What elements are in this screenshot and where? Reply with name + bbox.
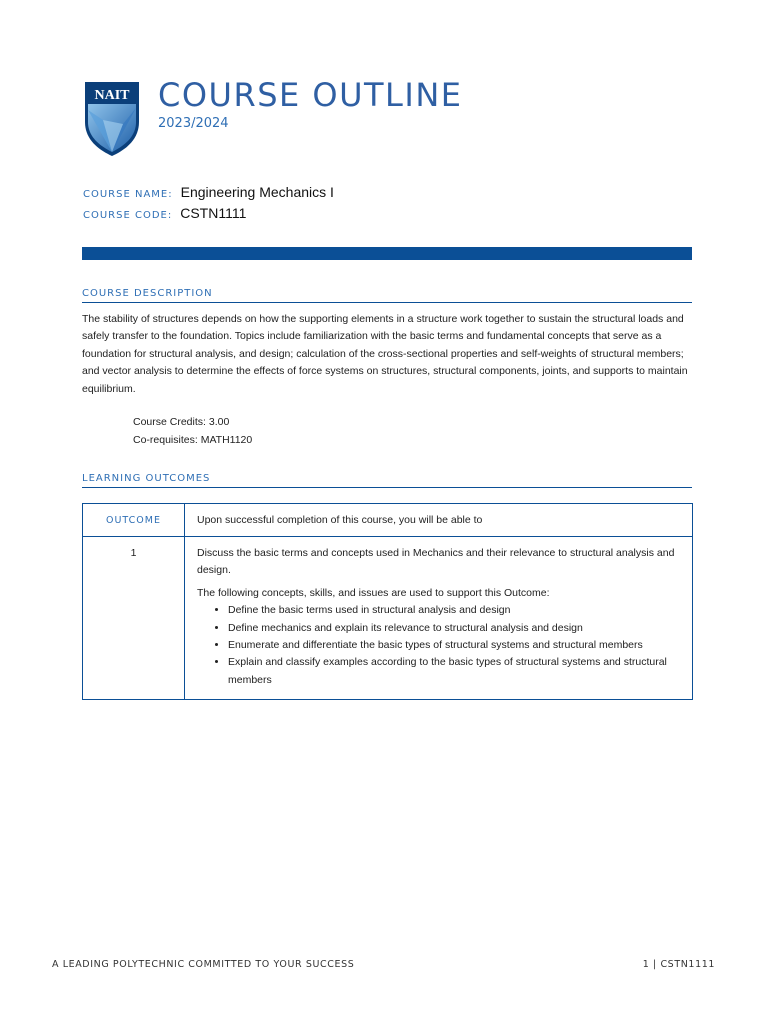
outcomes-table xyxy=(82,503,693,700)
outcome-text: Discuss the basic terms and concepts used in Mechanics and their relevance to structural analysis and design. xyxy=(197,547,675,577)
list-item: • Enumerate and differentiate the basic types of structural systems and structural members xyxy=(228,637,680,654)
course-code-label: COURSE CODE: xyxy=(83,210,173,221)
list-item: • Define mechanics and explain its relevance to structural analysis and design xyxy=(228,620,680,637)
footer-page-number: 1 | CSTN1111 xyxy=(642,959,715,970)
co-requisites: Co-requisites: MATH1120 xyxy=(133,434,253,446)
nait-logo xyxy=(83,80,141,158)
course-description-text: The stability of structures depends on how the supporting elements in a structure work together to sustain the structural loads and safely transfer to the foundation. Topics include familiarization with the basic terms and fundamental concepts that serve as a foundation for structural analysis, and design; calculation of the cross-sectional properties and self-weights of structural members; and vector analysis to determine the effects of force systems on structures, structural components, joints, and supports to maintain equilibrium. xyxy=(82,313,688,395)
header-divider-bar xyxy=(82,247,692,260)
course-code-value: CSTN1111 xyxy=(180,205,247,221)
course-name-line xyxy=(83,184,334,200)
table-row xyxy=(83,537,693,700)
course-description-heading: COURSE DESCRIPTION xyxy=(82,288,692,303)
academic-year: 2023/2024 xyxy=(158,116,229,131)
logo-text: NAIT xyxy=(94,88,130,103)
list-item: • Explain and classify examples according to the basic types of structural systems and structural members xyxy=(228,654,680,689)
outcome-support-intro: The following concepts, skills, and issues are used to support this Outcome: xyxy=(197,586,550,599)
outcome-support-list xyxy=(197,602,680,689)
course-name-value: Engineering Mechanics I xyxy=(180,184,334,200)
footer-tagline: A LEADING POLYTECHNIC COMMITTED TO YOUR SUCCESS xyxy=(52,959,355,970)
course-code-line xyxy=(83,205,246,221)
course-name-label: COURSE NAME: xyxy=(83,189,173,200)
page-title: COURSE OUTLINE xyxy=(158,76,463,114)
outcomes-table-header xyxy=(83,504,693,537)
outcome-number: 1 xyxy=(83,537,185,700)
outcomes-intro: Upon successful completion of this course, you will be able to xyxy=(185,504,693,537)
learning-outcomes-heading: LEARNING OUTCOMES xyxy=(82,473,692,488)
list-item: • Define the basic terms used in structural analysis and design xyxy=(228,602,680,619)
course-credits: Course Credits: 3.00 xyxy=(133,416,230,428)
outcome-column-header: OUTCOME xyxy=(83,504,185,537)
course-credit-info xyxy=(133,413,252,449)
outcome-details xyxy=(185,537,693,700)
